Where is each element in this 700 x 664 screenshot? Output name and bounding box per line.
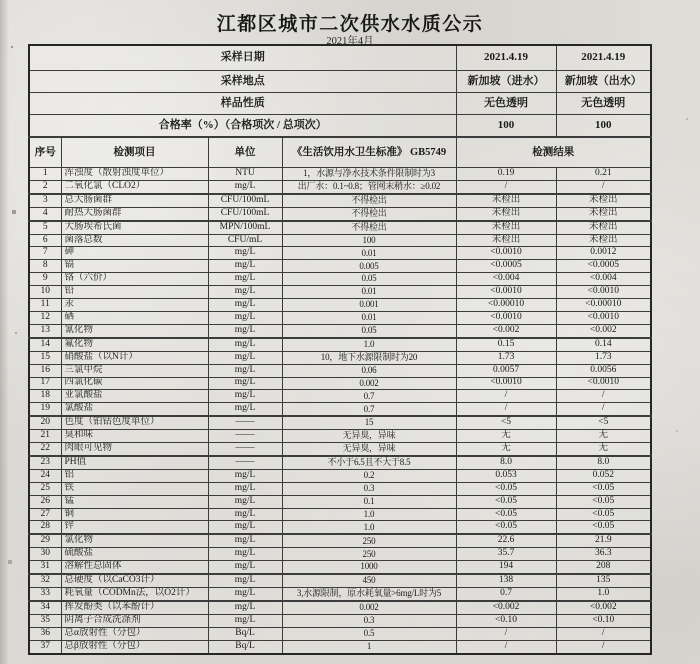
unit: mg/L xyxy=(208,364,282,377)
result-outlet: 1.73 xyxy=(556,351,651,364)
result-outlet: / xyxy=(556,403,651,416)
info-value-inlet: 无色透明 xyxy=(456,93,556,115)
standard-limit: 0.002 xyxy=(282,601,456,614)
table-row xyxy=(29,390,651,403)
table-row xyxy=(29,377,651,390)
table-row xyxy=(29,234,651,247)
result-inlet: 8.0 xyxy=(456,456,556,469)
row-index: 25 xyxy=(29,482,61,495)
unit: mg/L xyxy=(208,377,282,390)
standard-limit: 0.7 xyxy=(282,390,456,403)
row-index: 17 xyxy=(29,377,61,390)
table-row xyxy=(29,548,651,561)
result-inlet: 无 xyxy=(456,430,556,443)
row-index: 32 xyxy=(29,574,61,587)
result-outlet: / xyxy=(556,390,651,403)
standard-limit: 450 xyxy=(282,574,456,587)
table-row xyxy=(29,338,651,351)
item-name: 氟化物 xyxy=(61,338,208,351)
row-index: 34 xyxy=(29,601,61,614)
result-outlet: / xyxy=(556,627,651,640)
result-outlet: 135 xyxy=(556,574,651,587)
unit: —— xyxy=(208,456,282,469)
standard-limit: 0.2 xyxy=(282,469,456,482)
row-index: 14 xyxy=(29,338,61,351)
table-row xyxy=(29,561,651,574)
result-inlet: <0.10 xyxy=(456,614,556,627)
result-outlet: 0.21 xyxy=(556,168,651,181)
standard-limit: 0.01 xyxy=(282,311,456,324)
result-inlet: 0.0057 xyxy=(456,364,556,377)
result-inlet: <0.0010 xyxy=(456,247,556,260)
table-row xyxy=(29,627,651,640)
column-header-row xyxy=(29,137,651,168)
result-inlet: / xyxy=(456,627,556,640)
standard-limit: 无异臭，异味 xyxy=(282,430,456,443)
unit: mg/L xyxy=(208,482,282,495)
result-outlet: <0.0010 xyxy=(556,311,651,324)
item-name: 总大肠菌群 xyxy=(61,194,208,207)
unit: CFU/100mL xyxy=(208,194,282,207)
result-outlet: <0.00010 xyxy=(556,299,651,312)
result-inlet: <0.05 xyxy=(456,508,556,521)
result-outlet: <0.0005 xyxy=(556,260,651,273)
item-name: 氯酸盐 xyxy=(61,403,208,416)
result-inlet: / xyxy=(456,403,556,416)
row-index: 22 xyxy=(29,443,61,456)
unit: mg/L xyxy=(208,299,282,312)
standard-limit: 不得检出 xyxy=(282,194,456,207)
item-name: 臭和味 xyxy=(61,430,208,443)
table-row xyxy=(29,403,651,416)
table-row xyxy=(29,521,651,534)
unit: mg/L xyxy=(208,180,282,193)
table-row xyxy=(29,247,651,260)
info-label: 样品性质 xyxy=(29,93,456,115)
table-row xyxy=(29,456,651,469)
unit: mg/L xyxy=(208,403,282,416)
row-index: 27 xyxy=(29,508,61,521)
unit: mg/L xyxy=(208,286,282,299)
result-outlet: 208 xyxy=(556,561,651,574)
info-label: 采样地点 xyxy=(29,71,456,93)
item-name: 总α放射性（分包） xyxy=(61,627,208,640)
report-month: 2021年4月 xyxy=(326,36,374,47)
standard-limit: 0.3 xyxy=(282,482,456,495)
standard-limit: 0.05 xyxy=(282,324,456,337)
result-inlet: <0.002 xyxy=(456,601,556,614)
row-index: 28 xyxy=(29,521,61,534)
standard-limit: 不小于6.5且不大于8.5 xyxy=(282,456,456,469)
row-index: 18 xyxy=(29,390,61,403)
info-row xyxy=(29,115,651,138)
item-name: 色度（铂钴色度单位） xyxy=(61,416,208,429)
row-index: 5 xyxy=(29,221,61,234)
info-value-outlet: 2021.4.19 xyxy=(556,45,651,71)
row-index: 35 xyxy=(29,614,61,627)
standard-limit: 0.05 xyxy=(282,273,456,286)
result-inlet: <0.0010 xyxy=(456,377,556,390)
result-inlet: <0.004 xyxy=(456,273,556,286)
info-label: 采样日期 xyxy=(29,45,456,71)
unit: mg/L xyxy=(208,260,282,273)
unit: mg/L xyxy=(208,574,282,587)
item-name: 锰 xyxy=(61,495,208,508)
unit: MPN/100mL xyxy=(208,221,282,234)
standard-limit: 1.0 xyxy=(282,338,456,351)
result-outlet: 无 xyxy=(556,430,651,443)
item-name: 锌 xyxy=(61,521,208,534)
row-index: 8 xyxy=(29,260,61,273)
row-index: 26 xyxy=(29,495,61,508)
unit: mg/L xyxy=(208,351,282,364)
row-index: 2 xyxy=(29,180,61,193)
standard-limit: 0.7 xyxy=(282,403,456,416)
standard-limit: 0.002 xyxy=(282,377,456,390)
table-row xyxy=(29,614,651,627)
result-outlet: 未检出 xyxy=(556,221,651,234)
item-name: 总硬度（以CaCO3计） xyxy=(61,574,208,587)
unit: mg/L xyxy=(208,561,282,574)
result-inlet: <0.0010 xyxy=(456,286,556,299)
item-name: 总β放射性（分包） xyxy=(61,640,208,653)
row-index: 1 xyxy=(29,168,61,181)
unit: mg/L xyxy=(208,601,282,614)
result-inlet: 未检出 xyxy=(456,221,556,234)
row-index: 31 xyxy=(29,561,61,574)
standard-limit: 250 xyxy=(282,548,456,561)
table-row xyxy=(29,430,651,443)
unit: —— xyxy=(208,416,282,429)
table-row xyxy=(29,588,651,601)
item-name: 肉眼可见物 xyxy=(61,443,208,456)
col-header-unit: 单位 xyxy=(208,137,282,168)
row-index: 37 xyxy=(29,640,61,653)
result-outlet: 0.052 xyxy=(556,469,651,482)
result-inlet: / xyxy=(456,640,556,653)
result-outlet: 21.9 xyxy=(556,534,651,547)
unit: mg/L xyxy=(208,548,282,561)
item-name: 硒 xyxy=(61,311,208,324)
result-outlet: 未检出 xyxy=(556,207,651,220)
standard-limit: 不得检出 xyxy=(282,207,456,220)
unit: mg/L xyxy=(208,338,282,351)
standard-limit: 0.01 xyxy=(282,286,456,299)
result-outlet: 8.0 xyxy=(556,456,651,469)
result-inlet: 35.7 xyxy=(456,548,556,561)
result-inlet: 1.73 xyxy=(456,351,556,364)
result-inlet: 138 xyxy=(456,574,556,587)
result-inlet: 未检出 xyxy=(456,207,556,220)
result-outlet: / xyxy=(556,640,651,653)
table-row xyxy=(29,207,651,220)
standard-limit: 0.001 xyxy=(282,299,456,312)
table-row xyxy=(29,443,651,456)
sample-info-section xyxy=(29,45,651,137)
item-name: 氰化物 xyxy=(61,324,208,337)
standard-limit: 1.0 xyxy=(282,508,456,521)
row-index: 13 xyxy=(29,324,61,337)
standard-limit: 0.01 xyxy=(282,247,456,260)
item-name: 阴离子合成洗涤剂 xyxy=(61,614,208,627)
table-row xyxy=(29,324,651,337)
item-name: 铬（六价） xyxy=(61,273,208,286)
result-outlet: 36.3 xyxy=(556,548,651,561)
table-row xyxy=(29,260,651,273)
result-outlet: <0.10 xyxy=(556,614,651,627)
table-row xyxy=(29,574,651,587)
table-row xyxy=(29,495,651,508)
standard-limit: 250 xyxy=(282,534,456,547)
table-row xyxy=(29,194,651,207)
table-row xyxy=(29,416,651,429)
item-name: 铅 xyxy=(61,286,208,299)
row-index: 12 xyxy=(29,311,61,324)
result-inlet: 0.19 xyxy=(456,168,556,181)
result-outlet: 未检出 xyxy=(556,194,651,207)
info-value-inlet: 2021.4.19 xyxy=(456,45,556,71)
info-value-outlet: 100 xyxy=(556,115,651,138)
unit: mg/L xyxy=(208,469,282,482)
row-index: 33 xyxy=(29,588,61,601)
result-outlet: 未检出 xyxy=(556,234,651,247)
result-inlet: 0.15 xyxy=(456,338,556,351)
item-name: PH值 xyxy=(61,456,208,469)
unit: CFU/mL xyxy=(208,234,282,247)
standard-limit: 0.5 xyxy=(282,627,456,640)
row-index: 6 xyxy=(29,234,61,247)
row-index: 24 xyxy=(29,469,61,482)
item-name: 菌落总数 xyxy=(61,234,208,247)
unit: mg/L xyxy=(208,324,282,337)
unit: mg/L xyxy=(208,521,282,534)
result-outlet: 0.14 xyxy=(556,338,651,351)
result-inlet: 无 xyxy=(456,443,556,456)
unit: mg/L xyxy=(208,588,282,601)
result-inlet: / xyxy=(456,390,556,403)
unit: mg/L xyxy=(208,614,282,627)
info-value-inlet: 100 xyxy=(456,115,556,138)
result-inlet: 194 xyxy=(456,561,556,574)
result-inlet: <0.05 xyxy=(456,495,556,508)
standard-limit: 1 xyxy=(282,640,456,653)
info-label: 合格率（%）（合格项次 / 总项次） xyxy=(29,115,456,138)
standard-limit: 3,水源限制，原水耗氧量>6mg/L时为5 xyxy=(282,588,456,601)
standard-limit: 1000 xyxy=(282,561,456,574)
table-row xyxy=(29,364,651,377)
row-index: 16 xyxy=(29,364,61,377)
table-row xyxy=(29,221,651,234)
standard-limit: 100 xyxy=(282,234,456,247)
item-name: 砷 xyxy=(61,247,208,260)
standard-limit: 10，地下水源限制时为20 xyxy=(282,351,456,364)
item-name: 四氯化碳 xyxy=(61,377,208,390)
unit: mg/L xyxy=(208,534,282,547)
result-outlet: <0.05 xyxy=(556,495,651,508)
table-row xyxy=(29,640,651,653)
col-header-results: 检测结果 xyxy=(456,137,651,168)
info-row xyxy=(29,45,651,71)
info-value-inlet: 新加坡（进水） xyxy=(456,71,556,93)
item-name: 二氧化氯（CLO2） xyxy=(61,180,208,193)
col-header-item: 检测项目 xyxy=(61,137,208,168)
item-name: 镉 xyxy=(61,260,208,273)
result-outlet: <0.0010 xyxy=(556,286,651,299)
item-name: 汞 xyxy=(61,299,208,312)
unit: Bq/L xyxy=(208,627,282,640)
row-index: 15 xyxy=(29,351,61,364)
row-index: 36 xyxy=(29,627,61,640)
item-name: 耗氧量（CODMn法，以O2计） xyxy=(61,588,208,601)
unit: mg/L xyxy=(208,273,282,286)
unit: —— xyxy=(208,443,282,456)
unit: mg/L xyxy=(208,508,282,521)
table-row xyxy=(29,534,651,547)
info-row xyxy=(29,93,651,115)
row-index: 21 xyxy=(29,430,61,443)
row-index: 4 xyxy=(29,207,61,220)
result-outlet: 0.0056 xyxy=(556,364,651,377)
result-outlet: <0.002 xyxy=(556,324,651,337)
standard-limit: 0.005 xyxy=(282,260,456,273)
result-inlet: <0.0005 xyxy=(456,260,556,273)
unit: mg/L xyxy=(208,495,282,508)
result-outlet: <0.004 xyxy=(556,273,651,286)
result-inlet: 未检出 xyxy=(456,194,556,207)
item-name: 硝酸盐（以N计） xyxy=(61,351,208,364)
result-outlet: <0.05 xyxy=(556,508,651,521)
item-name: 三氯甲烷 xyxy=(61,364,208,377)
item-name: 硫酸盐 xyxy=(61,548,208,561)
unit: mg/L xyxy=(208,311,282,324)
row-index: 11 xyxy=(29,299,61,312)
standard-limit: 出厂水：0.1~0.8；管网末稍水：≥0.02 xyxy=(282,180,456,193)
table-row xyxy=(29,180,651,193)
unit: Bq/L xyxy=(208,640,282,653)
table-row xyxy=(29,311,651,324)
result-inlet: <0.05 xyxy=(456,482,556,495)
col-header-standard: 《生活饮用水卫生标准》 GB5749 xyxy=(282,137,456,168)
result-inlet: 0.053 xyxy=(456,469,556,482)
result-inlet: 0.7 xyxy=(456,588,556,601)
item-name: 挥发酚类（以苯酚计） xyxy=(61,601,208,614)
item-name: 铜 xyxy=(61,508,208,521)
row-index: 20 xyxy=(29,416,61,429)
water-quality-table xyxy=(28,44,652,655)
unit: —— xyxy=(208,430,282,443)
table-row xyxy=(29,469,651,482)
result-outlet: 无 xyxy=(556,443,651,456)
row-index: 7 xyxy=(29,247,61,260)
result-inlet: <0.00010 xyxy=(456,299,556,312)
result-inlet: <5 xyxy=(456,416,556,429)
unit: mg/L xyxy=(208,247,282,260)
item-name: 浑浊度（散射浊度单位） xyxy=(61,168,208,181)
table-row xyxy=(29,299,651,312)
info-value-outlet: 无色透明 xyxy=(556,93,651,115)
table-row xyxy=(29,601,651,614)
item-name: 亚氯酸盐 xyxy=(61,390,208,403)
result-outlet: <0.0010 xyxy=(556,377,651,390)
row-index: 29 xyxy=(29,534,61,547)
row-index: 3 xyxy=(29,194,61,207)
standard-limit: 0.06 xyxy=(282,364,456,377)
standard-limit: 0.1 xyxy=(282,495,456,508)
result-inlet: 22.6 xyxy=(456,534,556,547)
info-row xyxy=(29,71,651,93)
standard-limit: 不得检出 xyxy=(282,221,456,234)
result-outlet: <0.05 xyxy=(556,482,651,495)
result-outlet: <0.05 xyxy=(556,521,651,534)
item-name: 铁 xyxy=(61,482,208,495)
item-name: 溶解性总固体 xyxy=(61,561,208,574)
row-index: 30 xyxy=(29,548,61,561)
info-value-outlet: 新加坡（出水） xyxy=(556,71,651,93)
table-row xyxy=(29,286,651,299)
result-outlet: <5 xyxy=(556,416,651,429)
result-inlet: <0.05 xyxy=(456,521,556,534)
row-index: 9 xyxy=(29,273,61,286)
standard-limit: 0.3 xyxy=(282,614,456,627)
item-name: 耐热大肠菌群 xyxy=(61,207,208,220)
result-outlet: 0.0012 xyxy=(556,247,651,260)
standard-limit: 15 xyxy=(282,416,456,429)
table-row xyxy=(29,273,651,286)
result-inlet: / xyxy=(456,180,556,193)
row-index: 19 xyxy=(29,403,61,416)
row-index: 23 xyxy=(29,456,61,469)
standard-limit: 1.0 xyxy=(282,521,456,534)
data-rows-section xyxy=(29,168,651,654)
result-outlet: 1.0 xyxy=(556,588,651,601)
table-row xyxy=(29,351,651,364)
item-name: 铝 xyxy=(61,469,208,482)
column-header-section xyxy=(29,137,651,168)
result-outlet: <0.002 xyxy=(556,601,651,614)
col-header-index: 序号 xyxy=(29,137,61,168)
row-index: 10 xyxy=(29,286,61,299)
table-row xyxy=(29,508,651,521)
standard-limit: 无异臭，异味 xyxy=(282,443,456,456)
table-row xyxy=(29,482,651,495)
item-name: 氯化物 xyxy=(61,534,208,547)
unit: CFU/100mL xyxy=(208,207,282,220)
result-inlet: 未检出 xyxy=(456,234,556,247)
page-title: 江都区城市二次供水水质公示 xyxy=(216,14,484,35)
result-outlet: / xyxy=(556,180,651,193)
unit: mg/L xyxy=(208,390,282,403)
standard-limit: 1，水源与净水技术条件限制时为3 xyxy=(282,168,456,181)
table-row xyxy=(29,168,651,181)
result-inlet: <0.002 xyxy=(456,324,556,337)
item-name: 大肠埃希氏菌 xyxy=(61,221,208,234)
unit: NTU xyxy=(208,168,282,181)
result-inlet: <0.0010 xyxy=(456,311,556,324)
